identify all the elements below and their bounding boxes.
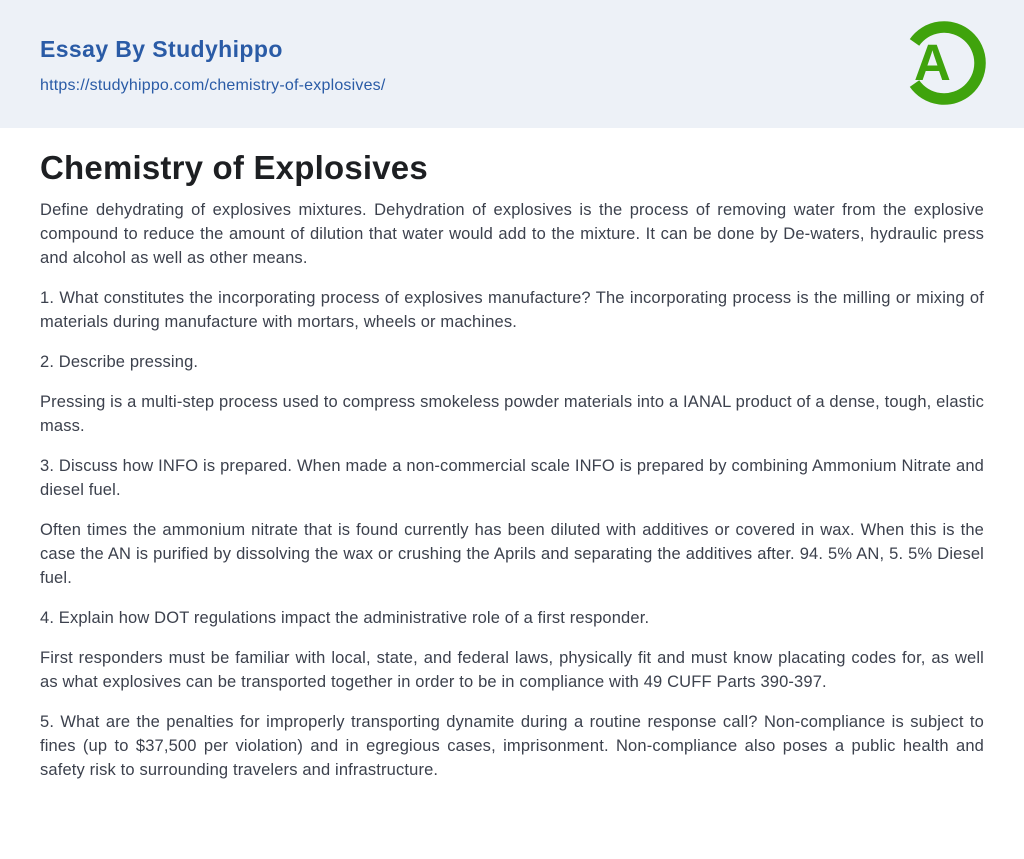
paragraph-q5: 5. What are the penalties for improperly transporting dynamite during a routine response call? Non-compliance is subject to fines (up to $37,500 per violation) and in egregious cases, imprisonment. Non-compliance also poses a public health and safety risk to surrounding travelers and infrastructure.	[40, 713, 984, 779]
logo-letter: A	[914, 34, 951, 91]
paragraph-q2: 2. Describe pressing.	[40, 353, 199, 371]
site-title: Essay By Studyhippo	[40, 36, 283, 62]
header-bar	[0, 0, 1024, 128]
essay-url-link[interactable]: https://studyhippo.com/chemistry-of-explosives/	[40, 77, 386, 95]
paragraph-q3: 3. Discuss how INFO is prepared. When made a non-commercial scale INFO is prepared by combining Ammonium Nitrate and diesel fuel.	[40, 457, 984, 499]
paragraph-q4-answer: First responders must be familiar with local, state, and federal laws, physically fit and must know placating codes for, as well as what explosives can be transported together in order to be in compliance with 49 CUFF Parts 390-397.	[40, 649, 984, 691]
page-title: Chemistry of Explosives	[40, 149, 428, 186]
paragraph-q1: 1. What constitutes the incorporating process of explosives manufacture? The incorporating process is the milling or mixing of materials during manufacture with mortars, wheels or machines.	[40, 289, 984, 331]
paragraph-q4: 4. Explain how DOT regulations impact the administrative role of a first responder.	[40, 609, 650, 627]
paragraph-intro: Define dehydrating of explosives mixtures. Dehydration of explosives is the process of removing water from the explosive compound to reduce the amount of dilution that water would add to the mixture. It can be done by De-waters, hydraulic press and alcohol as well as other means.	[40, 201, 984, 267]
paragraph-q2-answer: Pressing is a multi-step process used to compress smokeless powder materials into a IANAL product of a dense, tough, elastic mass.	[40, 393, 984, 435]
studyhippo-logo	[901, 16, 987, 112]
article-content	[0, 148, 1024, 782]
paragraph-q3-answer: Often times the ammonium nitrate that is found currently has been diluted with additives or covered in wax. When this is the case the AN is purified by dissolving the wax or crushing the Aprils and separating the additives after. 94. 5% AN, 5. 5% Diesel fuel.	[40, 521, 984, 587]
